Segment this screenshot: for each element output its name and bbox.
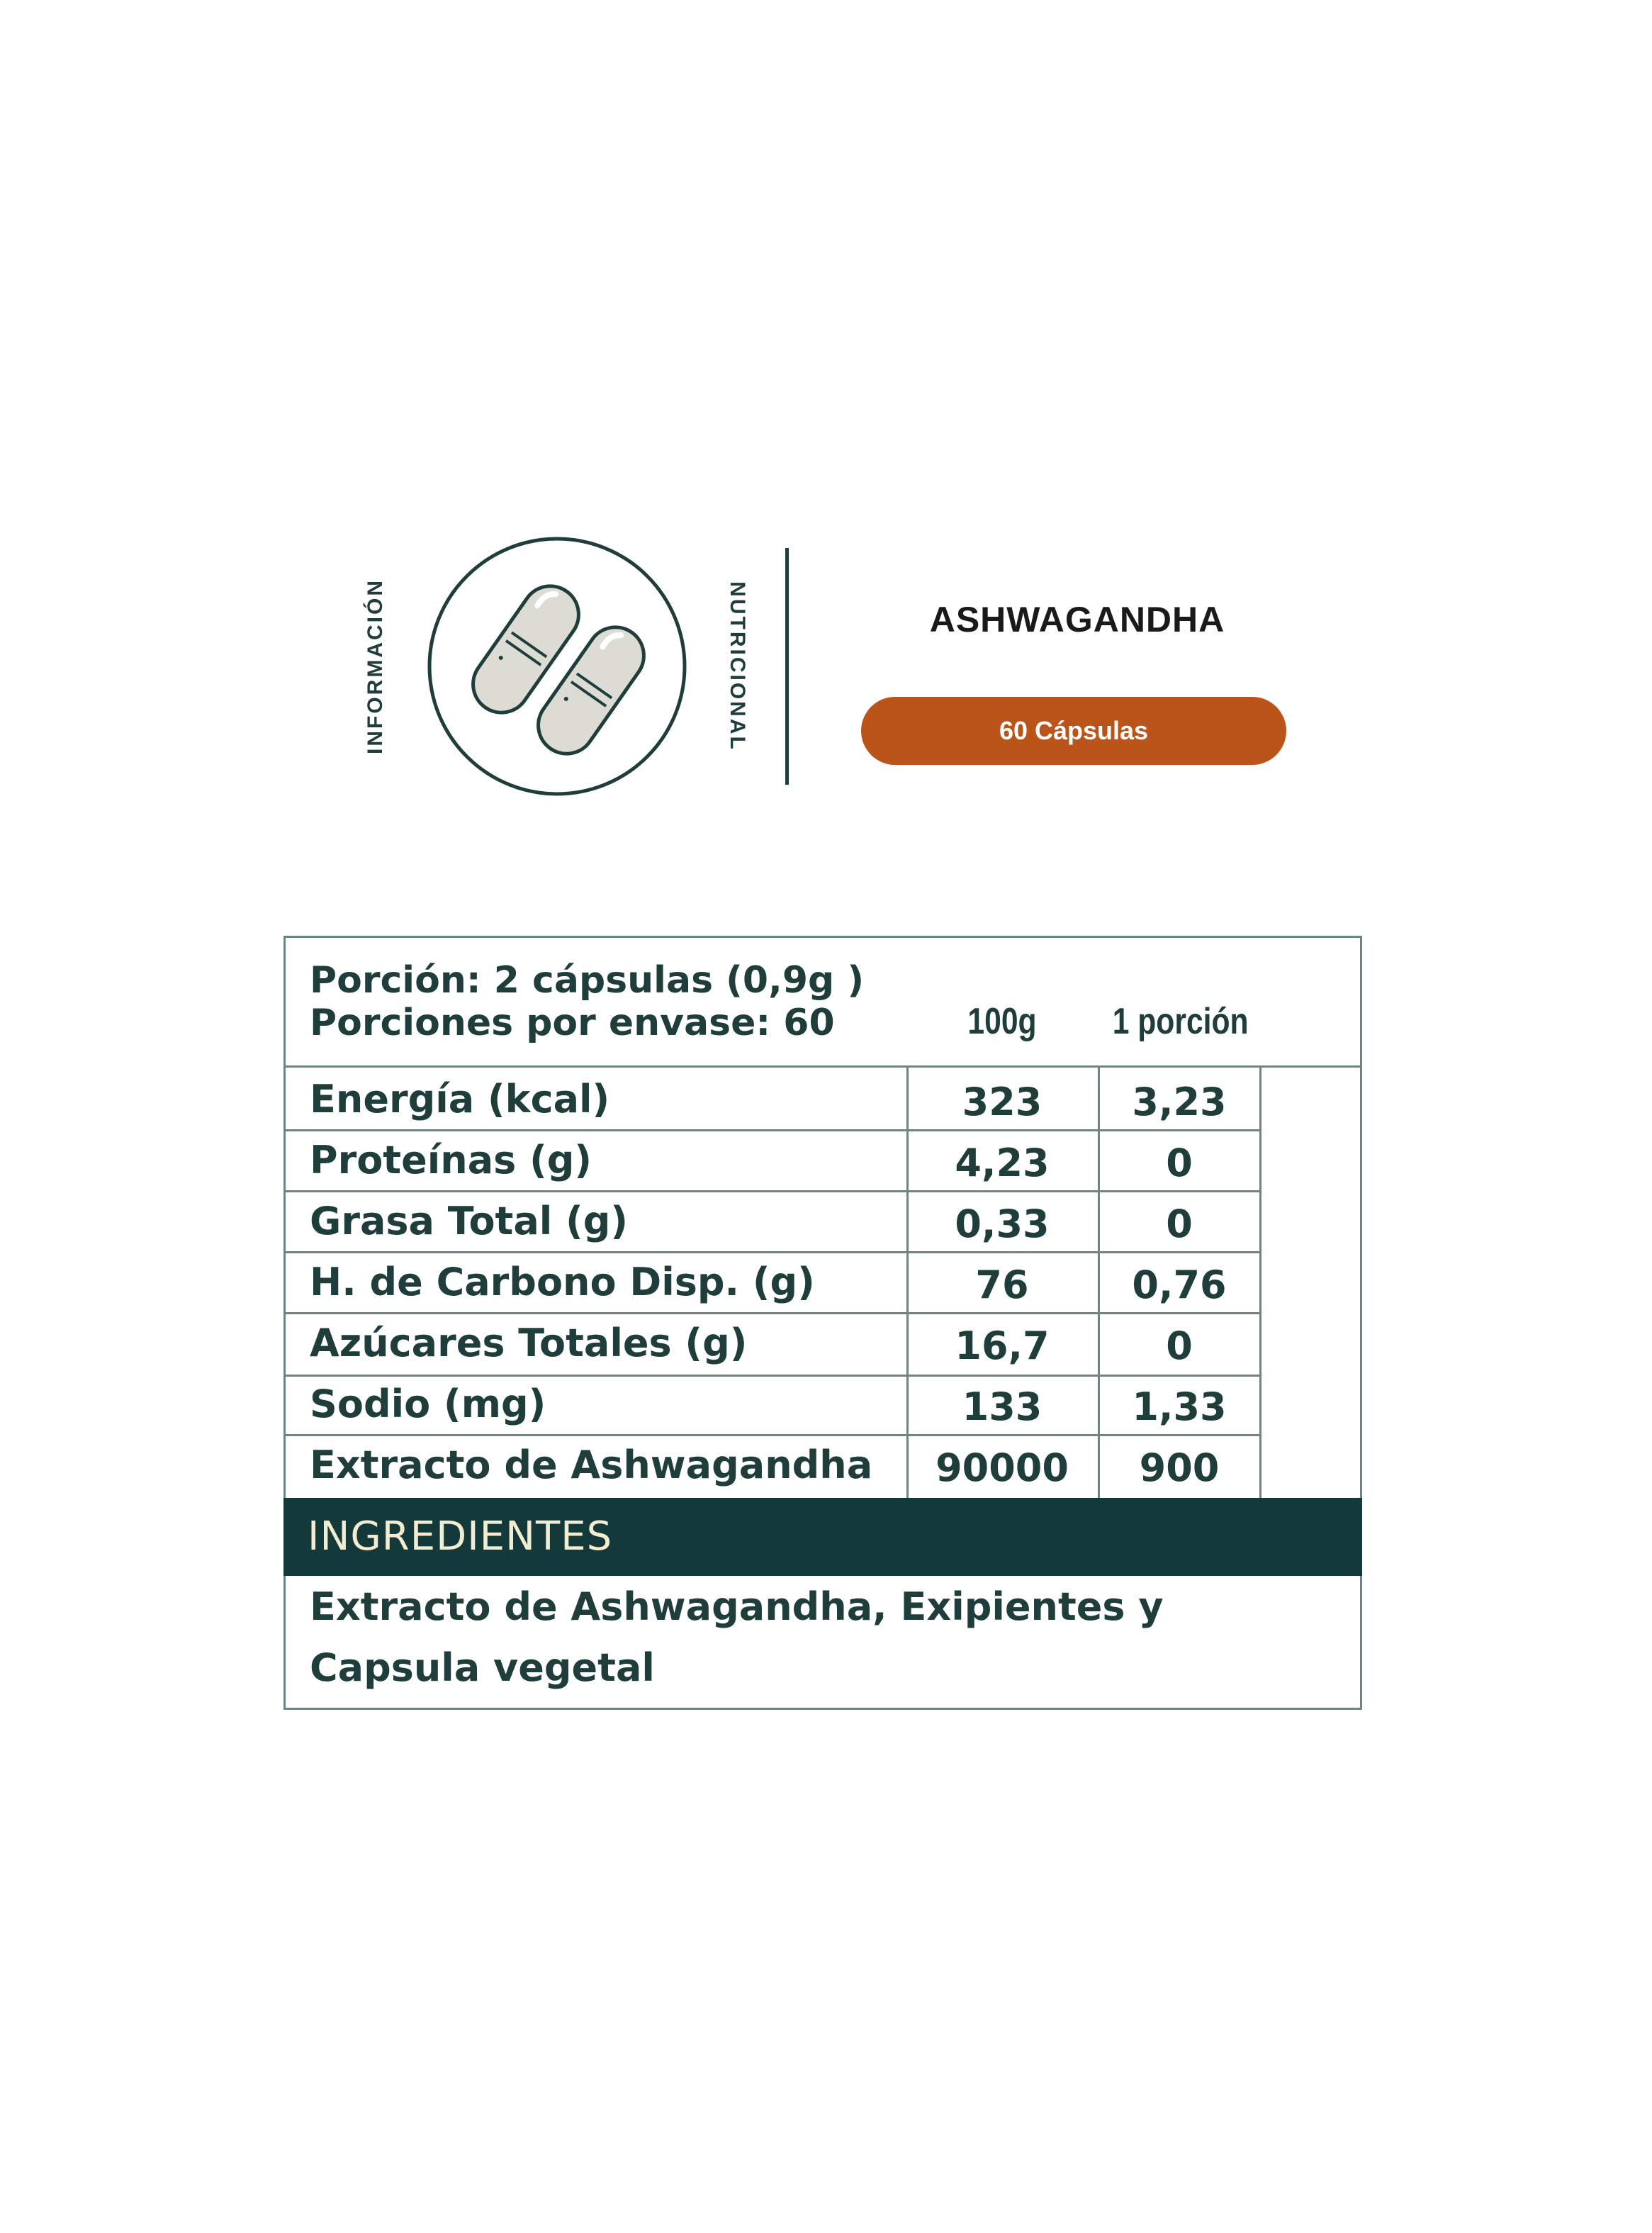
row-label-energia: Energía (kcal) (310, 1077, 610, 1121)
row-value-100g-energia: 323 (962, 1080, 1043, 1124)
column-header-100g: 100g (967, 1001, 1037, 1042)
row-value-100g-azucares: 16,7 (955, 1323, 1050, 1368)
row-value-portion-extracto: 900 (1139, 1445, 1220, 1490)
capsule-pills-icon (427, 536, 687, 797)
informacion-vertical-label: INFORMACIÓN (364, 578, 387, 754)
product-title: ASHWAGANDHA (929, 600, 1225, 639)
row-label-extracto: Extracto de Ashwagandha (310, 1443, 873, 1487)
column-header-portion: 1 porción (1112, 1001, 1249, 1042)
row-separator (286, 1375, 1261, 1377)
row-value-portion-proteinas: 0 (1166, 1141, 1193, 1185)
servings-per-container: Porciones por envase: 60 (310, 1002, 835, 1044)
row-separator (286, 1190, 1261, 1192)
row-value-portion-azucares: 0 (1166, 1323, 1193, 1368)
row-value-portion-carbohidratos: 0,76 (1132, 1263, 1227, 1307)
nutricional-vertical-label: NUTRICIONAL (726, 581, 749, 751)
row-value-100g-grasa: 0,33 (955, 1202, 1050, 1246)
ingredients-line-2: Capsula vegetal (310, 1645, 655, 1690)
row-label-proteinas: Proteínas (g) (310, 1138, 592, 1182)
row-label-sodio: Sodio (mg) (310, 1382, 546, 1426)
serving-size: Porción: 2 cápsulas (0,9g ) (310, 959, 865, 1002)
row-separator (286, 1312, 1261, 1314)
ingredients-line-1: Extracto de Ashwagandha, Exipientes y (310, 1584, 1164, 1629)
ingredients-header-bar (283, 1498, 1362, 1576)
row-value-100g-extracto: 90000 (935, 1445, 1069, 1490)
ingredients-title: INGREDIENTES (308, 1513, 613, 1560)
row-value-100g-sodio: 133 (962, 1384, 1043, 1429)
row-value-portion-grasa: 0 (1166, 1202, 1193, 1246)
row-value-100g-proteinas: 4,23 (955, 1141, 1050, 1185)
capsule-count-badge: 60 Cápsulas (861, 697, 1286, 765)
nutrition-table (283, 936, 1362, 1710)
row-value-100g-carbohidratos: 76 (975, 1263, 1029, 1307)
row-label-carbohidratos: H. de Carbono Disp. (g) (310, 1260, 815, 1304)
row-value-portion-energia: 3,23 (1132, 1080, 1227, 1124)
row-separator (286, 1129, 1261, 1131)
row-separator (286, 1251, 1261, 1253)
row-label-grasa: Grasa Total (g) (310, 1199, 629, 1243)
row-label-azucares: Azúcares Totales (g) (310, 1321, 748, 1365)
header-separator (286, 1065, 1360, 1068)
row-separator (286, 1434, 1261, 1436)
row-value-portion-sodio: 1,33 (1132, 1384, 1227, 1429)
header-divider (785, 548, 789, 785)
